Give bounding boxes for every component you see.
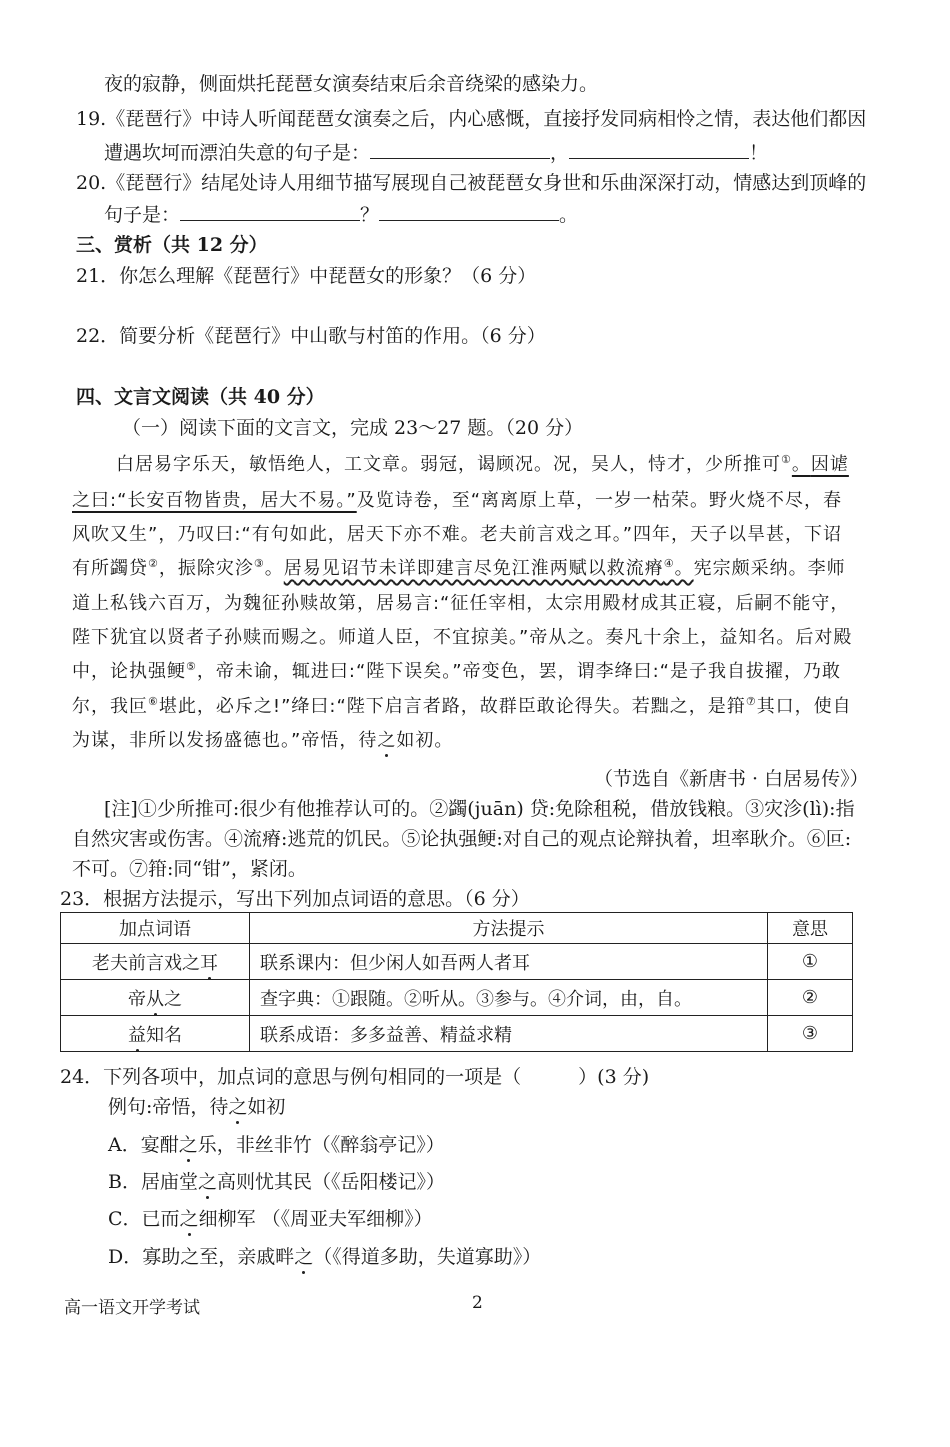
section-4-heading: 四、文言文阅读（共 40 分） xyxy=(76,386,325,408)
table-hint-cell: 联系课内：但少闲人如吾两人者耳 xyxy=(250,944,768,980)
table-hint-cell: 联系成语：多多益善、精益求精 xyxy=(250,1016,768,1052)
notes-line-2: 自然灾害或伤害。④流瘠:逃荒的饥民。⑤论执强鲠:对自己的观点论辩执着，坦率耿介。⑥叵: xyxy=(72,828,852,850)
table-answer-cell[interactable]: ② xyxy=(768,980,853,1016)
underlined-sentence xyxy=(284,558,694,579)
table-answer-cell[interactable]: ① xyxy=(768,944,853,980)
option-a[interactable] xyxy=(108,1132,445,1158)
dotted-word: 益 xyxy=(128,1024,146,1046)
passage-text: ，帝未谕，辄进曰:“陛下误矣。”帝变色，罢，谓李绛曰:“是子我自拔擢，乃敢 xyxy=(196,661,841,682)
footnote-ref: ② xyxy=(148,557,159,570)
dotted-word: 之 xyxy=(294,1246,314,1268)
table-row xyxy=(61,1016,853,1052)
dotted-word: 之 xyxy=(228,1096,248,1118)
word-text: 之 xyxy=(164,988,182,1010)
passage-text: ，振除灾沴 xyxy=(158,558,254,579)
footnote-ref: ③ xyxy=(253,557,265,570)
passage-text: 居易见诏节未详即建言尽免江淮两赋以救流瘠 xyxy=(283,558,664,579)
passage-text: 。 xyxy=(674,558,694,579)
table-word-cell xyxy=(61,980,250,1016)
option-text: D．寡助之至，亲戚畔 xyxy=(108,1246,295,1268)
passage-line-6: 陛下犹宜以贤者子孙赎而赐之。师道人臣，不宜掠美。”帝从之。奏凡十余上，益知名。后对殿 xyxy=(72,627,853,648)
word-text: 帝 xyxy=(128,988,146,1010)
underlined-sentence: 因谑 xyxy=(810,454,849,475)
passage-text: 其口，使自 xyxy=(756,696,852,717)
footnote-ref: ⑦ xyxy=(745,695,757,708)
answer-blank-19a[interactable] xyxy=(370,140,550,159)
passage-text: 。 xyxy=(791,454,811,475)
passage-line-9 xyxy=(72,728,453,754)
question-20-separator: ？ xyxy=(360,204,380,226)
page-number: 2 xyxy=(472,1293,483,1313)
question-24: 24．下列各项中，加点词的意思与例句相同的一项是（ ）(3 分) xyxy=(60,1066,650,1088)
passage-line-1 xyxy=(116,452,849,478)
part-1-instruction: （一）阅读下面的文言文，完成 23～27 题。（20 分） xyxy=(122,417,584,439)
table-word-cell xyxy=(61,944,250,980)
table-hint-cell: 查字典：①跟随。②听从。③参与。④介词，由，自。 xyxy=(250,980,768,1016)
table-header-row xyxy=(61,913,853,944)
continued-text: 夜的寂静，侧面烘托琵琶女演奏结束后余音绕梁的感染力。 xyxy=(104,73,599,95)
passage-line-7 xyxy=(72,659,841,685)
example-text: 例句:帝悟，待 xyxy=(108,1096,229,1118)
word-text: 知名 xyxy=(146,1024,182,1046)
question-21: 21．你怎么理解《琵琶行》中琵琶女的形象？（6 分） xyxy=(76,265,537,287)
footnote-ref: ④ xyxy=(663,557,675,570)
question-20-prompt: 句子是： xyxy=(104,204,181,226)
notes-line-3: 不可。⑦箝:同“钳”，紧闭。 xyxy=(72,858,307,880)
table-header-cell: 方法提示 xyxy=(250,913,768,944)
answer-blank-20b[interactable] xyxy=(379,202,559,221)
question-19-prompt: 遭遇坎坷而漂泊失意的句子是： xyxy=(104,142,371,164)
footnote-ref: ⑤ xyxy=(186,660,197,673)
dotted-word: 之 xyxy=(197,1171,217,1193)
footnote-ref: ① xyxy=(781,453,792,466)
question-20-line2 xyxy=(104,202,578,228)
option-text: B．居庙堂 xyxy=(108,1171,198,1193)
table-header-cell: 意思 xyxy=(768,913,853,944)
dotted-word: 之 xyxy=(377,730,397,751)
passage-text: 有所蠲贷 xyxy=(72,558,148,579)
option-text: 高则忧其民（《岳阳楼记》） xyxy=(216,1171,445,1193)
option-text: （《得道多助，失道寡助》） xyxy=(313,1246,542,1268)
option-text: 细柳军 （《周亚夫军细柳》） xyxy=(198,1208,433,1230)
section-3-heading: 三、赏析（共 12 分） xyxy=(76,234,268,256)
passage-text: 宪宗颇采纳。李师 xyxy=(693,558,846,579)
question-20-line1: 20.《琵琶行》结尾处诗人用细节描写展现自己被琵琶女身世和乐曲深深打动，情感达到顶峰的 xyxy=(76,172,867,194)
dotted-word: 之 xyxy=(178,1134,198,1156)
option-d[interactable] xyxy=(108,1244,541,1270)
option-text: 乐，非丝非竹（《醉翁亭记》） xyxy=(197,1134,445,1156)
question-19-end: ！ xyxy=(749,142,769,164)
option-b[interactable] xyxy=(108,1169,445,1195)
option-text: A．宴酣 xyxy=(108,1134,179,1156)
question-22: 22．简要分析《琵琶行》中山歌与村笛的作用。（6 分） xyxy=(76,325,546,347)
table-row xyxy=(61,944,853,980)
option-text: C．已而 xyxy=(108,1208,180,1230)
dotted-word: 之 xyxy=(179,1208,199,1230)
dotted-word: 耳 xyxy=(200,952,218,974)
passage-source: （节选自《新唐书 · 白居易传》） xyxy=(594,768,869,790)
table-word-cell xyxy=(61,1016,250,1052)
passage-text: 尔，我叵 xyxy=(72,696,148,717)
passage-line-8 xyxy=(72,694,852,720)
example-text: 如初 xyxy=(247,1096,286,1118)
passage-text: 。 xyxy=(264,558,284,579)
footnote-ref: ⑥ xyxy=(148,695,159,708)
method-hint-table xyxy=(60,912,853,1052)
word-text: 老夫前言戏之 xyxy=(92,952,200,974)
question-19-separator: ， xyxy=(550,142,570,164)
passage-line-4 xyxy=(72,556,846,582)
question-20-end: 。 xyxy=(559,204,579,226)
question-23: 23．根据方法提示，写出下列加点词语的意思。（6 分） xyxy=(60,888,530,910)
notes-line-1: [注]①少所推可:很少有他推荐认可的。②蠲(juān) 贷:免除租税，借放钱粮。③灾沴(lì):指 xyxy=(104,798,855,820)
table-header-cell: 加点词语 xyxy=(61,913,250,944)
table-answer-cell[interactable]: ③ xyxy=(768,1016,853,1052)
answer-blank-19b[interactable] xyxy=(569,140,749,159)
passage-line-3: 风吹又生”，乃叹曰:“有句如此，居天下亦不难。老夫前言戏之耳。”四年，天子以旱甚，下诏 xyxy=(72,524,843,545)
passage-text: 及览诗卷，至“离离原上草，一岁一枯荣。野火烧不尽，春 xyxy=(356,490,843,511)
question-19-line1: 19.《琵琶行》中诗人听闻琵琶女演奏之后，内心感慨，直接抒发同病相怜之情，表达他们都因 xyxy=(76,108,867,130)
dotted-word: 从 xyxy=(146,988,164,1010)
table-row xyxy=(61,980,853,1016)
passage-text: 堪此，必斥之!”绛曰:“陛下启言者路，故群臣敢论得失。若黜之，是箝 xyxy=(158,696,746,717)
passage-text: 中，论执强鲠 xyxy=(72,661,186,682)
passage-line-5: 道上私钱六百万，为魏征孙赎故第，居易言:“征任宰相，太宗用殿材成其正寝，后嗣不能守， xyxy=(72,593,850,614)
underlined-sentence: 之曰:“长安百物皆贵，居大不易。” xyxy=(72,490,357,511)
option-c[interactable] xyxy=(108,1206,433,1232)
question-24-example xyxy=(108,1094,285,1120)
footer-exam-title: 高一语文开学考试 xyxy=(64,1298,200,1318)
passage-text: 为谋，非所以发扬盛德也。”帝悟，待 xyxy=(72,730,378,751)
passage-text: 如初。 xyxy=(396,730,454,751)
passage-text: 白居易字乐天，敏悟绝人，工文章。弱冠，谒顾况。况，吴人，恃才，少所推可 xyxy=(116,454,781,475)
passage-line-2 xyxy=(72,488,842,514)
answer-blank-20a[interactable] xyxy=(180,202,360,221)
question-19-line2 xyxy=(104,140,768,166)
